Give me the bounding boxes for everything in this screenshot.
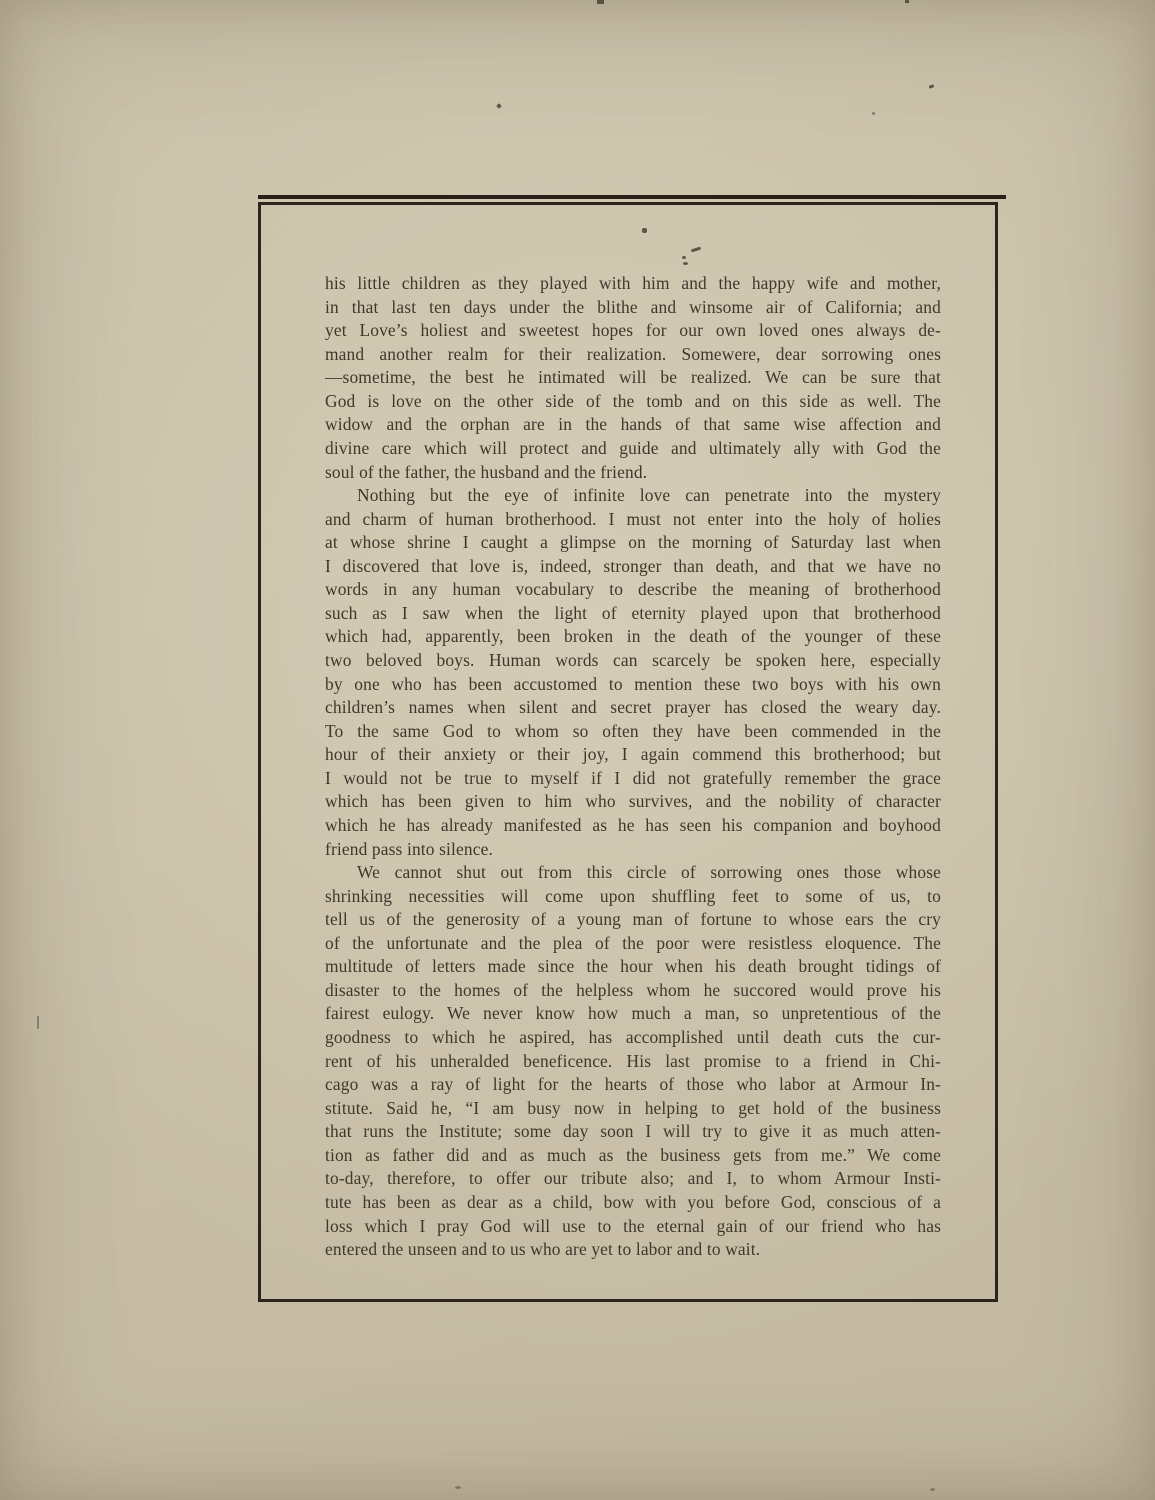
text-line: soul of the father, the husband and the friend.: [325, 461, 648, 482]
text-line: shrinking necessities will come upon shuffling feet to some of us, to: [325, 885, 941, 906]
text-line: yet Love’s holiest and sweetest hopes for our own loved ones always de-: [325, 320, 941, 341]
text-line: tell us of the generosity of a young man of fortune to whose ears the cry: [325, 909, 941, 930]
print-speck: [905, 0, 909, 3]
text-line: widow and the orphan are in the hands of that same wise affection and: [325, 414, 941, 435]
text-line: his little children as they played with him and the happy wife and mother,: [325, 273, 941, 293]
text-line: loss which I pray God will use to the eternal gain of our friend who has: [325, 1215, 941, 1236]
print-speck: [682, 256, 686, 259]
text-line: entered the unseen and to us who are yet to labor and to wait.: [325, 1239, 761, 1260]
text-line: disaster to the homes of the helpless whom he succored would prove his: [325, 979, 941, 1000]
text-line: in that last ten days under the blithe and winsome air of California; and: [325, 296, 941, 317]
print-speck: [642, 228, 647, 233]
text-line: We cannot shut out from this circle of sorrowing ones those whose: [357, 862, 941, 883]
print-speck: [683, 262, 688, 265]
text-line: hour of their anxiety or their joy, I again commend this brotherhood; but: [325, 744, 941, 765]
text-line: God is love on the other side of the tomb and on this side as well. The: [325, 390, 941, 411]
print-speck: [455, 1486, 461, 1489]
text-line: rent of his unheralded beneficence. His last promise to a friend in Chi-: [325, 1050, 941, 1071]
text-line: of the unfortunate and the plea of the poor were resistless eloquence. The: [325, 932, 941, 953]
text-line: multitude of letters made since the hour when his death brought tidings of: [325, 956, 941, 977]
text-line: tion as father did and as much as the business gets from me.” We come: [325, 1144, 941, 1165]
body-text: [325, 272, 941, 1262]
text-line: To the same God to whom so often they have been commended in the: [325, 720, 941, 741]
text-line: cago was a ray of light for the hearts of those who labor at Armour In-: [325, 1074, 941, 1095]
text-line: divine care which will protect and guide and ultimately ally with God the: [325, 437, 941, 458]
text-line: friend pass into silence.: [325, 838, 493, 859]
text-line: fairest eulogy. We never know how much a man, so unpretentious of the: [325, 1003, 941, 1024]
text-line: words in any human vocabulary to describe the meaning of brotherhood: [325, 579, 941, 600]
text-line: such as I saw when the light of eternity played upon that brotherhood: [325, 602, 941, 623]
text-line: I would not be true to myself if I did not gratefully remember the grace: [325, 767, 941, 788]
page-border-frame: [258, 202, 998, 1302]
print-speck: [37, 1016, 39, 1029]
text-line: Nothing but the eye of infinite love can penetrate into the mystery: [357, 485, 941, 506]
text-line: by one who has been accustomed to mention these two boys with his own: [325, 673, 941, 694]
text-line: which had, apparently, been broken in the death of the younger of these: [325, 626, 941, 647]
text-line: at whose shrine I caught a glimpse on the morning of Saturday last when: [325, 532, 941, 553]
text-line: stitute. Said he, “I am busy now in helping to get hold of the business: [325, 1097, 941, 1118]
double-top-rule: [258, 195, 1006, 199]
print-speck: [496, 103, 502, 109]
text-line: children’s names when silent and secret prayer has closed the weary day.: [325, 697, 941, 718]
print-speck: [691, 247, 701, 253]
text-line: tute has been as dear as a child, bow with you before God, conscious of a: [325, 1191, 941, 1212]
text-line: goodness to which he aspired, has accomplished until death cuts the cur-: [325, 1027, 941, 1047]
print-speck: [929, 84, 935, 89]
text-line: mand another realm for their realization. Somewere, dear sorrowing ones: [325, 343, 941, 364]
print-speck: [930, 1488, 935, 1491]
text-line: —sometime, the best he intimated will be realized. We can be sure that: [325, 367, 941, 388]
text-line: which has been given to him who survives, and the nobility of character: [325, 791, 941, 812]
text-line: to-day, therefore, to offer our tribute also; and I, to whom Armour Insti-: [325, 1168, 941, 1189]
print-speck: [872, 112, 875, 115]
text-line: two beloved boys. Human words can scarcely be spoken here, especially: [325, 650, 941, 670]
text-line: that runs the Institute; some day soon I will try to give it as much atten-: [325, 1121, 941, 1142]
text-line: which he has already manifested as he has seen his companion and boyhood: [325, 814, 941, 835]
print-speck: [597, 0, 604, 4]
text-line: I discovered that love is, indeed, stronger than death, and that we have no: [325, 555, 941, 576]
text-line: and charm of human brotherhood. I must not enter into the holy of holies: [325, 508, 941, 529]
